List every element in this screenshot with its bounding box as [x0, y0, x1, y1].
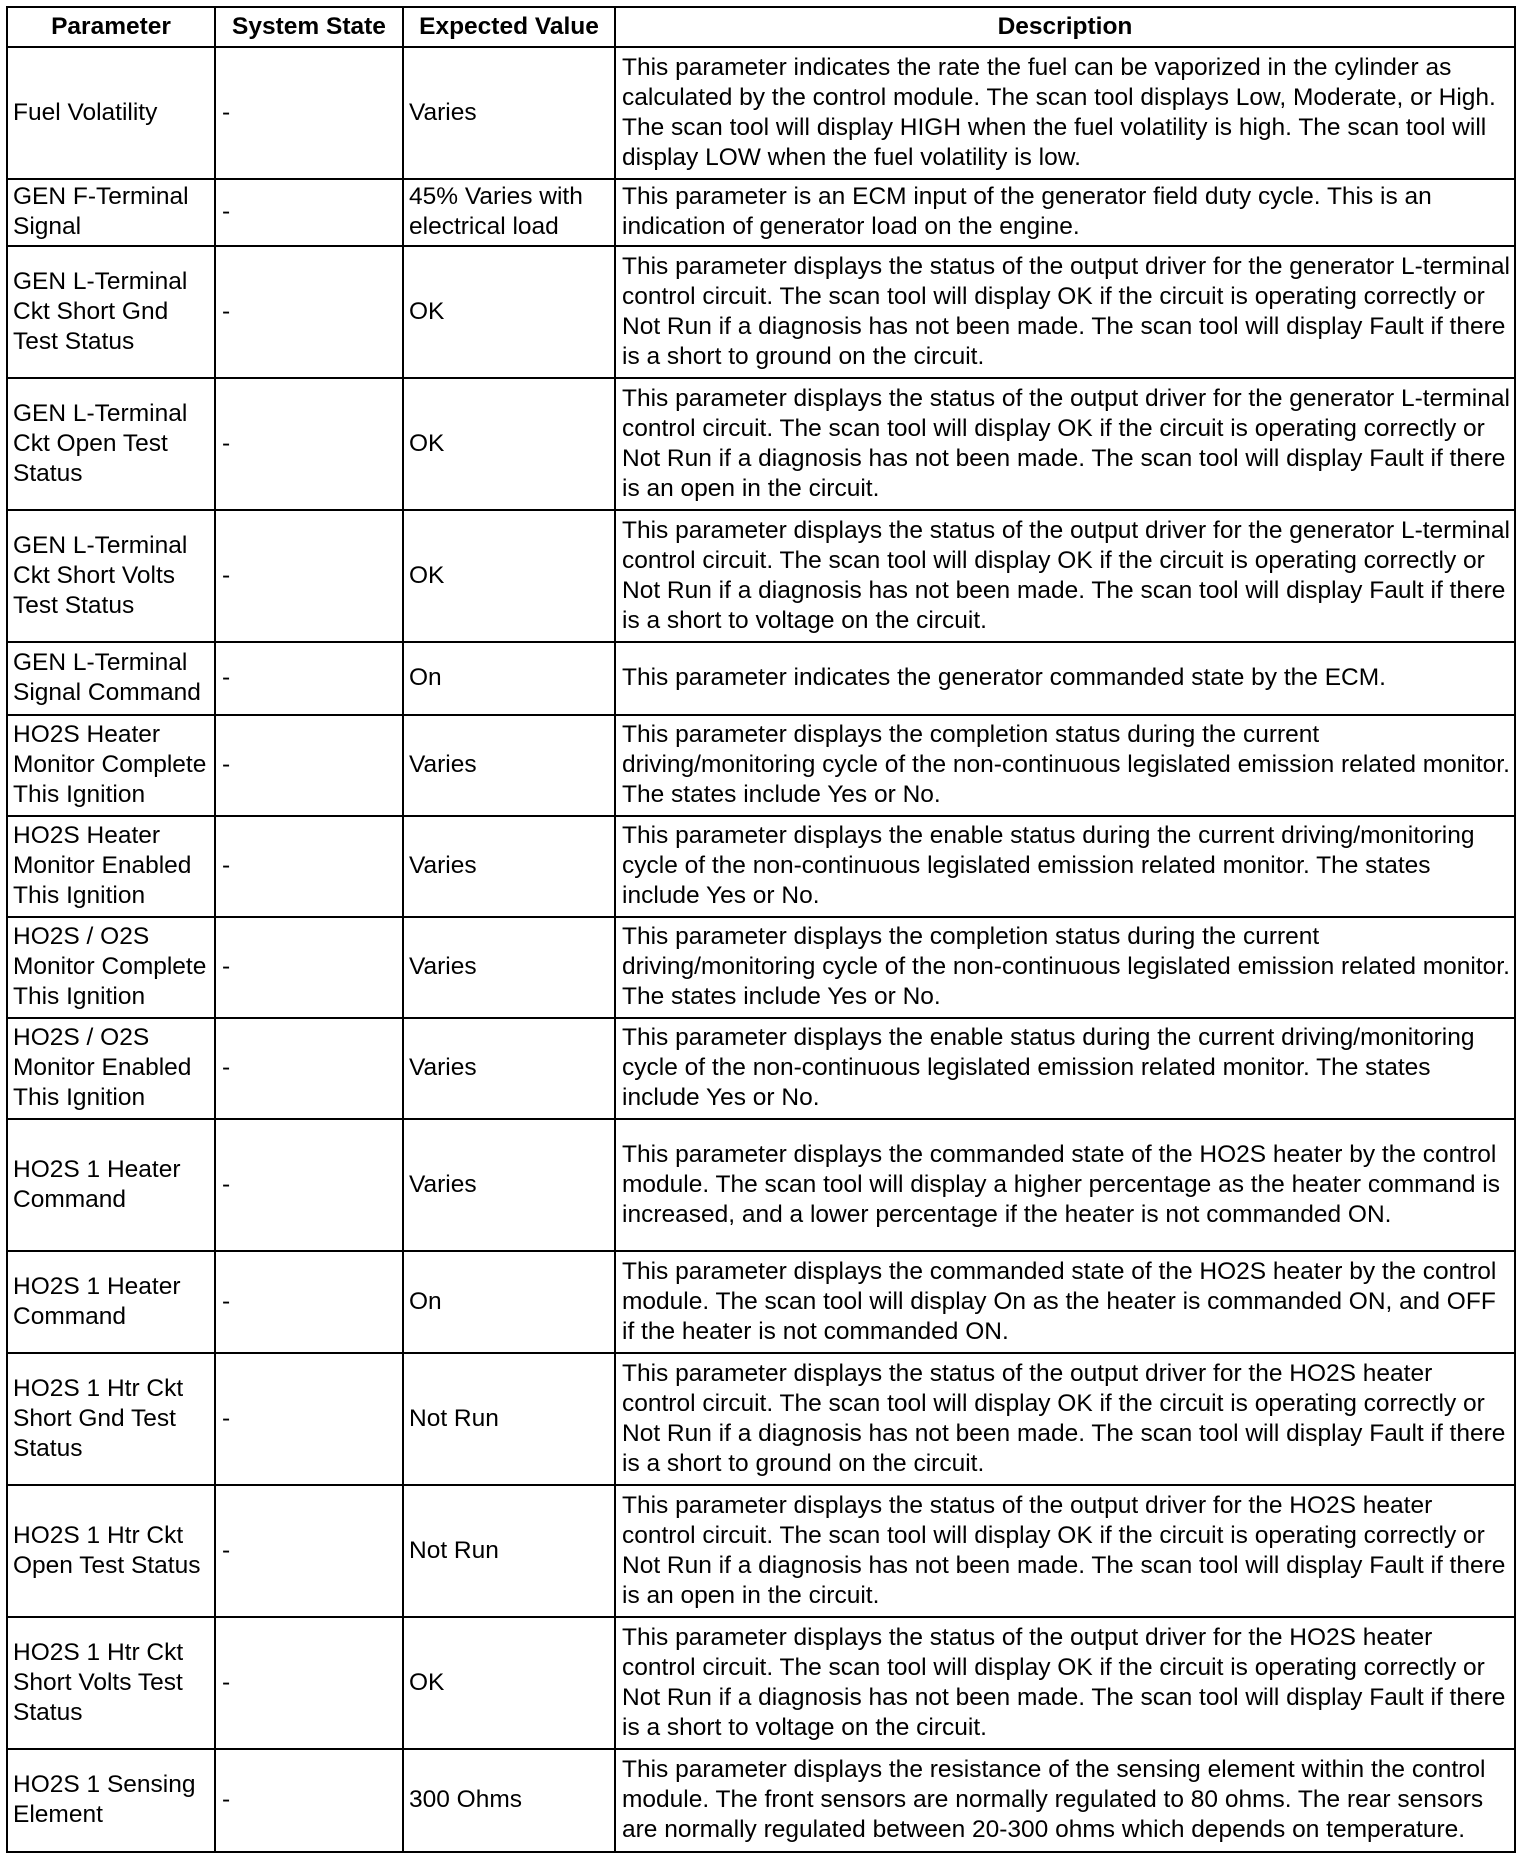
cell-expected-value: Not Run: [403, 1485, 615, 1617]
cell-system-state: -: [215, 246, 403, 378]
cell-parameter: HO2S 1 Sensing Element: [7, 1749, 215, 1852]
cell-expected-value: On: [403, 1251, 615, 1353]
table-row: [7, 1485, 1515, 1617]
cell-parameter: HO2S Heater Monitor Complete This Ignition: [7, 715, 215, 816]
table-row: [7, 246, 1515, 378]
cell-parameter: HO2S / O2S Monitor Enabled This Ignition: [7, 1018, 215, 1119]
cell-parameter: HO2S 1 Heater Command: [7, 1251, 215, 1353]
cell-expected-value: OK: [403, 246, 615, 378]
cell-system-state: -: [215, 715, 403, 816]
cell-system-state: -: [215, 1617, 403, 1749]
header-row: [7, 7, 1515, 47]
parameter-table: [6, 6, 1516, 1853]
cell-parameter: HO2S 1 Htr Ckt Short Volts Test Status: [7, 1617, 215, 1749]
cell-parameter: HO2S 1 Htr Ckt Open Test Status: [7, 1485, 215, 1617]
cell-expected-value: OK: [403, 1617, 615, 1749]
table-row: [7, 715, 1515, 816]
header-parameter: Parameter: [7, 7, 215, 47]
cell-expected-value: Varies: [403, 1119, 615, 1251]
cell-description: This parameter displays the commanded state of the HO2S heater by the control module. The scan tool will display a higher percentage as the heater command is increased, and a lower percentage if the heater is not commanded ON.: [615, 1119, 1515, 1251]
cell-parameter: GEN L-Terminal Ckt Short Gnd Test Status: [7, 246, 215, 378]
cell-expected-value: Varies: [403, 816, 615, 917]
cell-system-state: -: [215, 917, 403, 1018]
table-row: [7, 179, 1515, 246]
table-body: [7, 47, 1515, 1852]
table-row: [7, 816, 1515, 917]
table-row: [7, 510, 1515, 642]
cell-expected-value: Varies: [403, 715, 615, 816]
cell-expected-value: 300 Ohms: [403, 1749, 615, 1852]
cell-parameter: GEN L-Terminal Ckt Open Test Status: [7, 378, 215, 510]
cell-parameter: HO2S 1 Heater Command: [7, 1119, 215, 1251]
cell-system-state: -: [215, 510, 403, 642]
table-row: [7, 1251, 1515, 1353]
cell-expected-value: Varies: [403, 47, 615, 179]
cell-description: This parameter displays the status of the output driver for the HO2S heater control circuit. The scan tool will display OK if the circuit is operating correctly or Not Run if a diagnosis has not been made. The scan tool will display Fault if there is a short to voltage on the circuit.: [615, 1617, 1515, 1749]
cell-system-state: -: [215, 179, 403, 246]
cell-expected-value: Varies: [403, 917, 615, 1018]
cell-description: This parameter displays the status of the output driver for the generator L-terminal control circuit. The scan tool will display OK if the circuit is operating correctly or Not Run if a diagnosis has not been made. The scan tool will display Fault if there is an open in the circuit.: [615, 378, 1515, 510]
cell-system-state: -: [215, 1485, 403, 1617]
cell-parameter: HO2S 1 Htr Ckt Short Gnd Test Status: [7, 1353, 215, 1485]
cell-parameter: GEN L-Terminal Ckt Short Volts Test Status: [7, 510, 215, 642]
table-row: [7, 1119, 1515, 1251]
cell-parameter: GEN L-Terminal Signal Command: [7, 642, 215, 715]
table-row: [7, 1353, 1515, 1485]
cell-system-state: -: [215, 1353, 403, 1485]
table-row: [7, 642, 1515, 715]
cell-description: This parameter is an ECM input of the generator field duty cycle. This is an indication of generator load on the engine.: [615, 179, 1515, 246]
cell-parameter: HO2S / O2S Monitor Complete This Ignition: [7, 917, 215, 1018]
cell-expected-value: OK: [403, 378, 615, 510]
cell-expected-value: Varies: [403, 1018, 615, 1119]
cell-description: This parameter displays the enable status during the current driving/monitoring cycle of the non-continuous legislated emission related monitor. The states include Yes or No.: [615, 1018, 1515, 1119]
cell-expected-value: OK: [403, 510, 615, 642]
cell-system-state: -: [215, 378, 403, 510]
table-row: [7, 378, 1515, 510]
cell-parameter: GEN F-Terminal Signal: [7, 179, 215, 246]
cell-description: This parameter displays the status of the output driver for the HO2S heater control circuit. The scan tool will display OK if the circuit is operating correctly or Not Run if a diagnosis has not been made. The scan tool will display Fault if there is a short to ground on the circuit.: [615, 1353, 1515, 1485]
cell-system-state: -: [215, 1119, 403, 1251]
table-header: [7, 7, 1515, 47]
cell-description: This parameter displays the enable status during the current driving/monitoring cycle of the non-continuous legislated emission related monitor. The states include Yes or No.: [615, 816, 1515, 917]
cell-expected-value: On: [403, 642, 615, 715]
table-row: [7, 1018, 1515, 1119]
table-row: [7, 1749, 1515, 1852]
cell-description: This parameter indicates the generator commanded state by the ECM.: [615, 642, 1515, 715]
cell-description: This parameter displays the status of the output driver for the HO2S heater control circuit. The scan tool will display OK if the circuit is operating correctly or Not Run if a diagnosis has not been made. The scan tool will display Fault if there is an open in the circuit.: [615, 1485, 1515, 1617]
header-description: Description: [615, 7, 1515, 47]
cell-parameter: Fuel Volatility: [7, 47, 215, 179]
cell-system-state: -: [215, 1018, 403, 1119]
cell-description: This parameter displays the completion status during the current driving/monitoring cycle of the non-continuous legislated emission related monitor. The states include Yes or No.: [615, 917, 1515, 1018]
header-expected-value: Expected Value: [403, 7, 615, 47]
cell-system-state: -: [215, 642, 403, 715]
cell-parameter: HO2S Heater Monitor Enabled This Ignition: [7, 816, 215, 917]
cell-expected-value: Not Run: [403, 1353, 615, 1485]
header-system-state: System State: [215, 7, 403, 47]
table-row: [7, 47, 1515, 179]
cell-description: This parameter displays the completion status during the current driving/monitoring cycle of the non-continuous legislated emission related monitor. The states include Yes or No.: [615, 715, 1515, 816]
table-row: [7, 917, 1515, 1018]
cell-system-state: -: [215, 816, 403, 917]
cell-description: This parameter displays the resistance of the sensing element within the control module. The front sensors are normally regulated to 80 ohms. The rear sensors are normally regulated between 20-300 ohms which depends on temperature.: [615, 1749, 1515, 1852]
table-row: [7, 1617, 1515, 1749]
cell-expected-value: 45% Varies with electrical load: [403, 179, 615, 246]
cell-description: This parameter displays the commanded state of the HO2S heater by the control module. The scan tool will display On as the heater is commanded ON, and OFF if the heater is not commanded ON.: [615, 1251, 1515, 1353]
cell-system-state: -: [215, 47, 403, 179]
cell-description: This parameter displays the status of the output driver for the generator L-terminal control circuit. The scan tool will display OK if the circuit is operating correctly or Not Run if a diagnosis has not been made. The scan tool will display Fault if there is a short to voltage on the circuit.: [615, 510, 1515, 642]
cell-system-state: -: [215, 1251, 403, 1353]
cell-system-state: -: [215, 1749, 403, 1852]
cell-description: This parameter displays the status of the output driver for the generator L-terminal control circuit. The scan tool will display OK if the circuit is operating correctly or Not Run if a diagnosis has not been made. The scan tool will display Fault if there is a short to ground on the circuit.: [615, 246, 1515, 378]
cell-description: This parameter indicates the rate the fuel can be vaporized in the cylinder as calculated by the control module. The scan tool displays Low, Moderate, or High. The scan tool will display HIGH when the fuel volatility is high. The scan tool will display LOW when the fuel volatility is low.: [615, 47, 1515, 179]
